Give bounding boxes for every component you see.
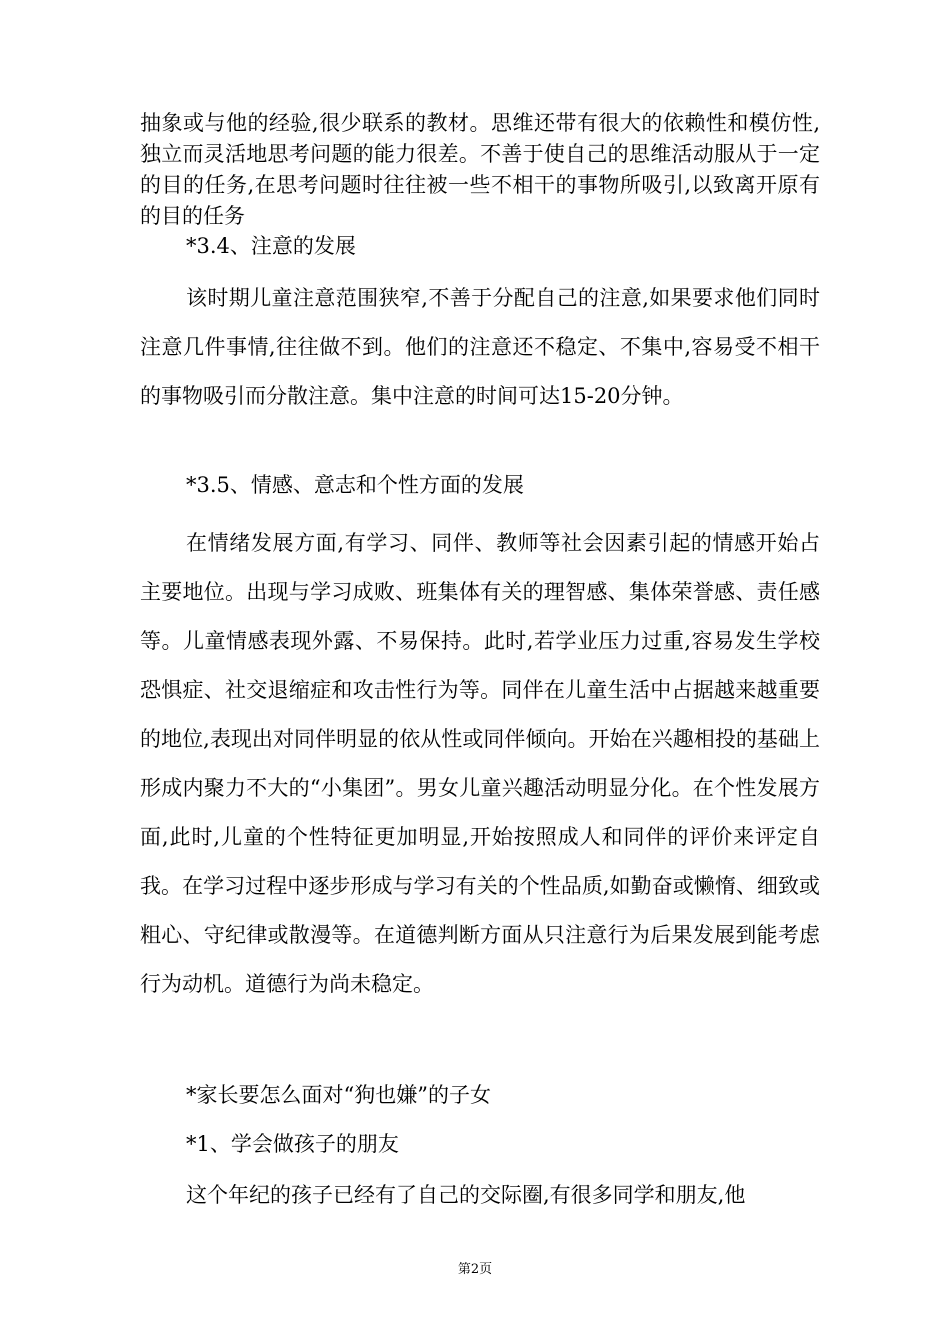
section-heading-parents: *家长要怎么面对“狗也嫌”的子女: [186, 1083, 491, 1107]
paragraph-emotion: 在情绪发展方面,有学习、同伴、教师等社会因素引起的情感开始占主要地位。出现与学习成败、班集体有关的理智感、集体荣誉感、责任感等。儿童情感表现外露、不易保持。此时,若学业压力过重,容易发生学校恐惧症、社交退缩症和攻击性行为等。同伴在儿童生活中占据越来越重要的地位,表现出对同伴明显的依从性或同伴倾向。开始在兴趣相投的基础上形成内聚力不大的“小集团”。男女儿童兴趣活动明显分化。在个性发展方面,此时,儿童的个性特征更加明显,开始按照成人和同伴的评价来评定自我。在学习过程中逐步形成与学习有关的个性品质,如勤奋或懒惰、细致或粗心、守纪律或散漫等。在道德判断方面从只注意行为后果发展到能考虑行为动机。道德行为尚未稳定。: [140, 531, 820, 996]
paragraph-attention: 该时期儿童注意范围狭窄,不善于分配自己的注意,如果要求他们同时注意几件事情,往往做不到。他们的注意还不稳定、不集中,容易受不相干的事物吸引而分散注意。集中注意的时间可达15-20分钟。: [140, 286, 820, 408]
text-block-heading-1: [140, 1129, 820, 1160]
text-block-friends: [140, 1171, 820, 1220]
text-block-attention: [140, 274, 820, 421]
text-block-heading-3-4: [140, 231, 820, 262]
section-heading-3-5: *3.5、情感、意志和个性方面的发展: [186, 473, 524, 497]
text-block-heading-parents: [140, 1080, 820, 1111]
paragraph-continuation: 抽象或与他的经验,很少联系的教材。思维还带有很大的依赖性和模仿性,独立而灵活地思考问题的能力很差。不善于使自己的思维活动服从于一定的目的任务,在思考问题时往往被一些不相干的事物所吸引,以致离开原有的目的任务: [140, 111, 820, 228]
section-heading-3-4: *3.4、注意的发展: [186, 234, 356, 258]
page-number: 第2页: [457, 1262, 493, 1277]
text-block-continuation: [140, 108, 820, 232]
paragraph-friends: 这个年纪的孩子已经有了自己的交际圈,有很多同学和朋友,他: [186, 1183, 746, 1207]
section-heading-1: *1、学会做孩子的朋友: [186, 1132, 399, 1156]
text-block-emotion: [140, 519, 820, 1009]
text-block-heading-3-5: [140, 470, 820, 501]
